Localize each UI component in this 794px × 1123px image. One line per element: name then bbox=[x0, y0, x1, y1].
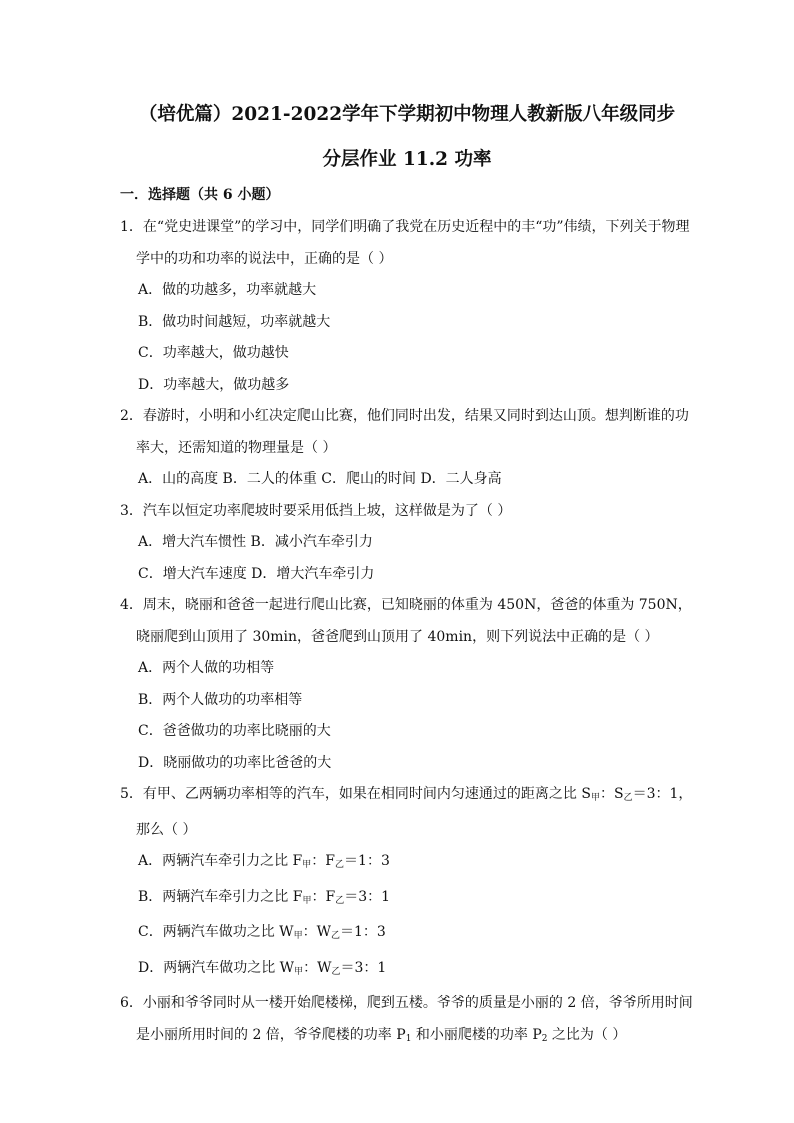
subscript: 1 bbox=[405, 1033, 412, 1044]
subscript: 甲 bbox=[293, 931, 303, 941]
text: A．两辆汽车牵引力之比 F bbox=[138, 853, 303, 869]
text: ＝3：1，那么（ ） bbox=[136, 786, 693, 838]
option-d bbox=[120, 953, 694, 989]
question-4 bbox=[120, 590, 694, 779]
text: C．两辆汽车做功之比 W bbox=[138, 924, 294, 940]
option-d: D．功率越大，做功越多 bbox=[138, 376, 290, 393]
option-c: C．爸爸做功的功率比晓丽的大 bbox=[138, 723, 331, 739]
subscript: 乙 bbox=[335, 860, 345, 870]
question-stem: 4．周末，晓丽和爸爸一起进行爬山比赛，已知晓丽的体重为 450N，爸爸的体重为 750N，晓丽爬到山顶用了 30min，爸爸爬到山顶用了 40min，则下列说法中正确的是（ ） bbox=[120, 597, 692, 645]
question-2 bbox=[120, 401, 694, 496]
subscript: 甲 bbox=[294, 966, 304, 977]
subscript: 甲 bbox=[302, 860, 312, 870]
question-5 bbox=[120, 779, 694, 988]
text: B．两辆汽车牵引力之比 F bbox=[138, 888, 303, 905]
option-c bbox=[120, 917, 694, 953]
text: D．两辆汽车做功之比 W bbox=[138, 959, 295, 976]
subscript: 乙 bbox=[623, 793, 633, 803]
section-heading: 一．选择题（共 6 小题） bbox=[120, 187, 280, 203]
text: ：W bbox=[302, 924, 331, 940]
text: 和小丽爬楼的功率 P bbox=[411, 1026, 542, 1043]
question-stem: 3．汽车以恒定功率爬坡时要采用低挡上坡，这样做是为了（ ） bbox=[120, 502, 512, 519]
option-a bbox=[120, 846, 694, 882]
subscript: 甲 bbox=[302, 895, 312, 906]
question-1 bbox=[120, 212, 694, 401]
question-stem: 2．春游时，小明和小红决定爬山比赛，他们同时出发，结果又同时到达山顶。想判断谁的功率大，还需知道的物理量是（ ） bbox=[120, 408, 689, 456]
option-b bbox=[120, 882, 694, 918]
option-c: C．功率越大，做功越快 bbox=[138, 345, 289, 361]
option-b: B．两个人做功的功率相等 bbox=[138, 691, 303, 708]
question-6 bbox=[120, 988, 694, 1055]
option-line-ab: A．增大汽车惯性 B．减小汽车牵引力 bbox=[138, 534, 373, 550]
text: ＝1：3 bbox=[339, 924, 386, 940]
document-title bbox=[120, 92, 694, 182]
option-a: A．做的功越多，功率就越大 bbox=[138, 282, 317, 298]
option-b: B．做功时间越短，功率就越大 bbox=[138, 313, 331, 330]
title-line-2: 分层作业 11.2 功率 bbox=[322, 149, 492, 170]
question-stem bbox=[120, 988, 694, 1055]
subscript: 乙 bbox=[330, 931, 340, 941]
text: ：F bbox=[311, 853, 336, 869]
text: 之比为（ ） bbox=[547, 1026, 627, 1043]
option-a: A．两个人做的功相等 bbox=[138, 660, 275, 676]
text: ：F bbox=[311, 888, 336, 905]
text: ：S bbox=[599, 786, 624, 802]
text: ＝3：1 bbox=[340, 959, 387, 976]
subscript: 2 bbox=[541, 1033, 548, 1044]
text: ：W bbox=[303, 959, 332, 976]
question-stem: 1．在“党史进课堂”的学习中，同学们明确了我党在历史近程中的丰“功”伟绩，下列关于物理学中的功和功率的说法中，正确的是（ ） bbox=[120, 219, 690, 267]
option-line-cd: C．增大汽车速度 D．增大汽车牵引力 bbox=[138, 565, 375, 582]
question-stem bbox=[120, 779, 694, 846]
text: ＝1：3 bbox=[344, 853, 390, 869]
option-line: A．山的高度 B．二人的体重 C．爬山的时间 D．二人身高 bbox=[138, 471, 502, 487]
text: ＝3：1 bbox=[344, 888, 391, 905]
text: 5．有甲、乙两辆功率相等的汽车，如果在相同时间内匀速通过的距离之比 S bbox=[120, 786, 591, 802]
subscript: 甲 bbox=[590, 793, 600, 803]
text: 6．小丽和爷爷同时从一楼开始爬楼梯，爬到五楼。爷爷的质量是小丽的 2 倍，爷爷所用时间是小丽所用时间的 2 倍，爷爷爬楼的功率 P bbox=[120, 995, 693, 1043]
question-3 bbox=[120, 496, 694, 591]
subscript: 乙 bbox=[335, 895, 345, 906]
title-line-1: （培优篇）2021-2022学年下学期初中物理人教新版八年级同步 bbox=[138, 104, 676, 125]
subscript: 乙 bbox=[331, 966, 341, 977]
option-d: D．晓丽做功的功率比爸爸的大 bbox=[138, 754, 332, 771]
